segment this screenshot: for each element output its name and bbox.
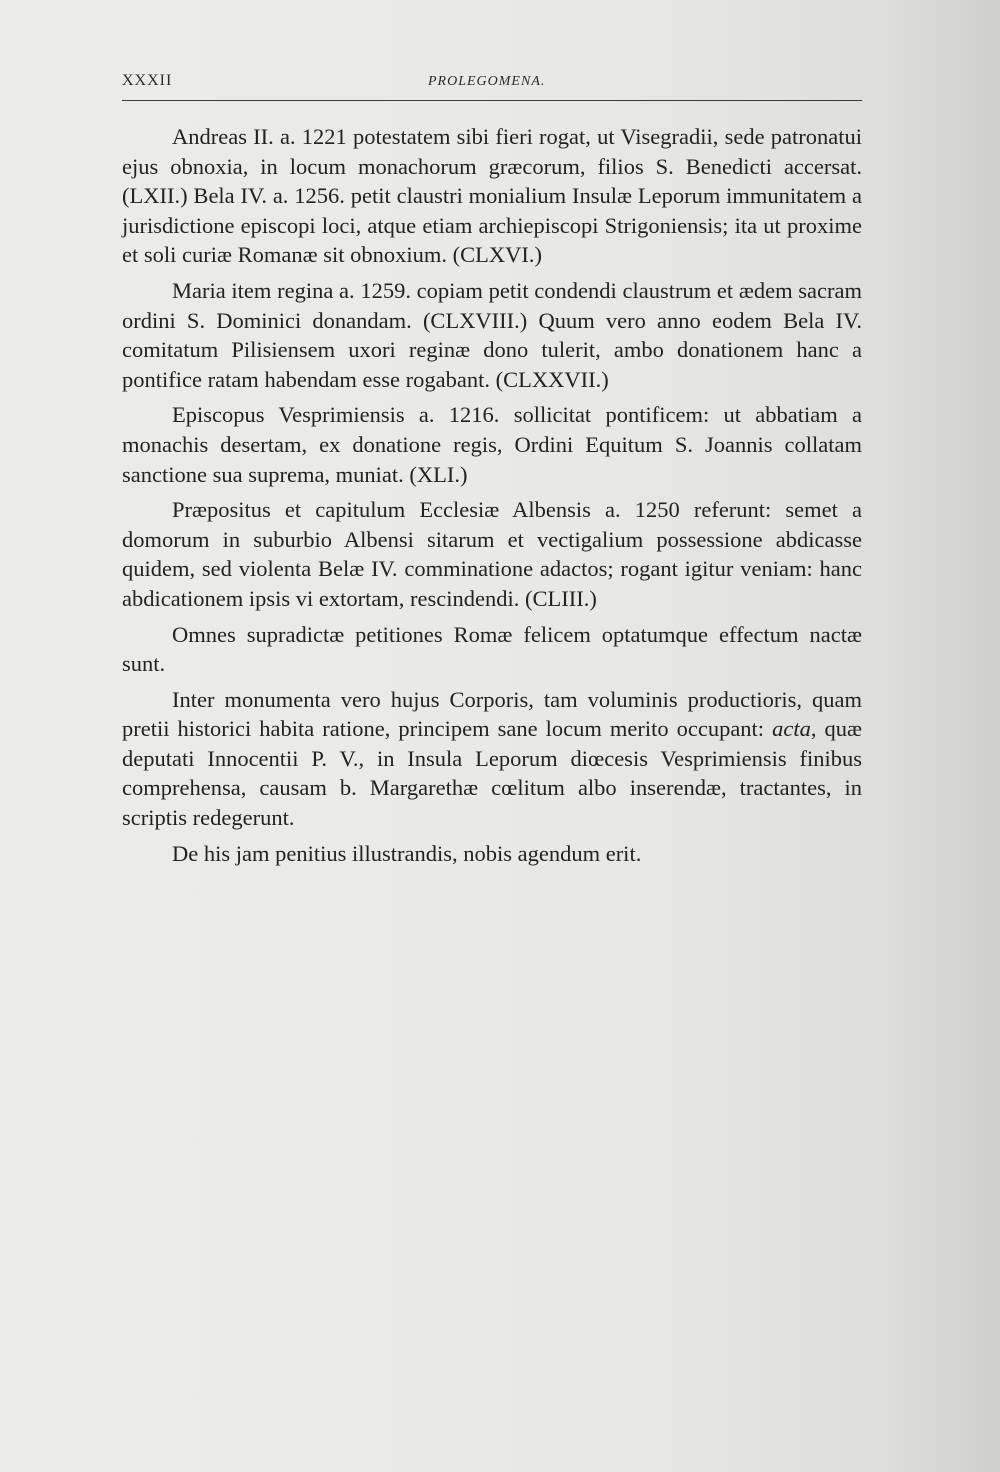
page-number: XXXII xyxy=(122,72,173,89)
body-text xyxy=(122,122,862,874)
acta-italic: acta xyxy=(772,716,811,742)
running-title: PROLEGOMENA. xyxy=(428,74,546,89)
paragraph-praepositus: Præpositus et capitulum Ecclesiæ Albensis a. 1250 referunt: semet a domorum in suburbio Albensi sitarum et vectigalium possessione abdicasse quidem, sed violenta Belæ IV. comminatione adactos; rogant igitur veniam: hanc abdicationem ipsis vi extortam, rescindendi. (CLIII.) xyxy=(122,497,862,611)
header-rule xyxy=(122,100,862,101)
inter-monumenta-text-start: Inter monumenta vero hujus Corporis, tam voluminis productioris, quam pretii historici habita ratione, principem sane locum merito occupant: xyxy=(122,686,862,742)
paragraph-maria: Maria item regina a. 1259. copiam petit condendi claustrum et ædem sacram ordini S. Dominici donandam. (CLXVIII.) Quum vero anno eodem Bela IV. comitatum Pilisiensem uxori reginæ dono tulerit, ambo donationem hanc a pontifice ratam habendam esse rogabant. (CLXXVII.) xyxy=(122,277,862,392)
paragraph-inter-monumenta xyxy=(122,685,862,833)
inter-monumenta-text-end: , quæ deputati Innocentii P. V., in Insula Leporum diœcesis Vesprimiensis finibus comprehensa, causam b. Margarethæ cœlitum albo inserendæ, tractantes, in scriptis redegerunt. xyxy=(122,716,862,831)
paragraph-episcopus: Episcopus Vesprimiensis a. 1216. sollicitat pontificem: ut abbatiam a monachis desertam, ex donatione regis, Ordini Equitum S. Joannis collatam sanctione sua suprema, muniat. (XLI.) xyxy=(122,402,862,487)
page-header xyxy=(122,72,862,94)
paragraph-de-his: De his jam penitius illustrandis, nobis agendum erit. xyxy=(172,840,642,866)
paragraph-andreas: Andreas II. a. 1221 potestatem sibi fieri rogat, ut Visegradii, sede patronatui ejus obnoxia, in locum monachorum græcorum, filios S. Benedicti accersat. (LXII.) Bela IV. a. 1256. petit claustri monialium Insulæ Leporum immunitatem a jurisdictione episcopi loci, atque etiam archiepiscopi Strigoniensis; ita ut proxime et soli curiæ Romanæ sit obnoxium. (CLXVI.) xyxy=(122,124,862,268)
paragraph-omnes: Omnes supradictæ petitiones Romæ felicem optatumque effectum nactæ sunt. xyxy=(122,621,862,677)
